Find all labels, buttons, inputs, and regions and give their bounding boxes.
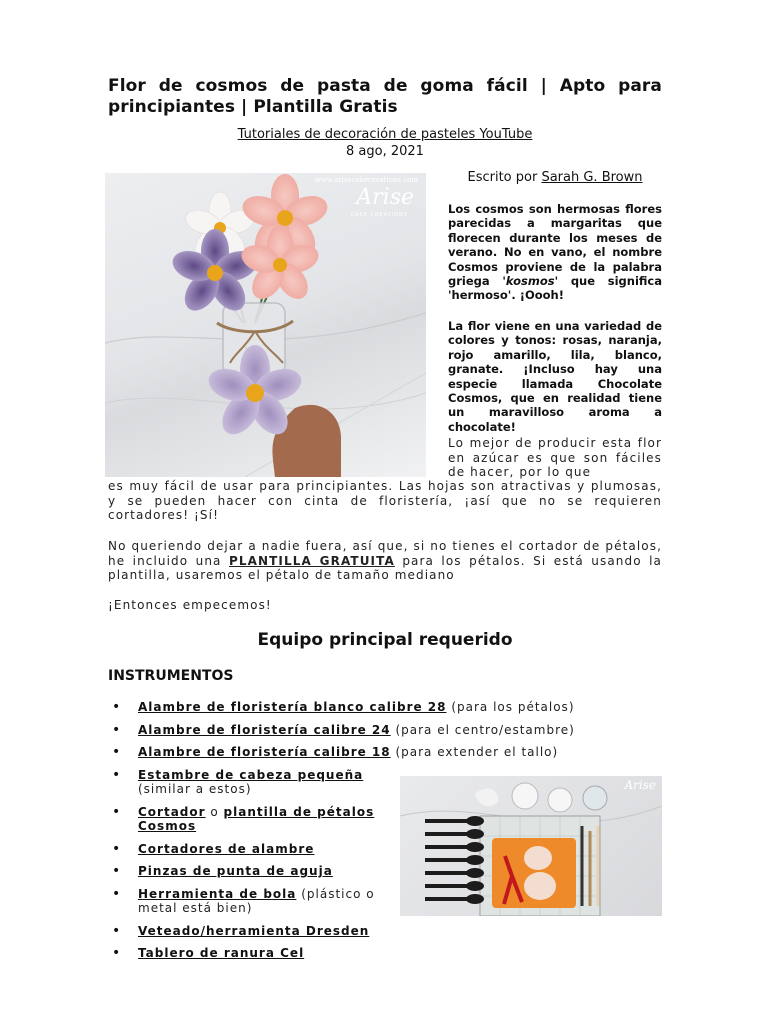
- instrument-link[interactable]: Pinzas de punta de aguja: [138, 864, 333, 878]
- list-item: [108, 924, 668, 939]
- intro-text-kosmos: 'kosmos': [502, 274, 559, 289]
- free-template-link[interactable]: PLANTILLA GRATUITA: [228, 553, 395, 568]
- instrument-link[interactable]: Tablero de ranura Cel: [138, 946, 305, 960]
- instrument-note: (similar a estos): [138, 782, 252, 796]
- template-paragraph: [108, 539, 662, 583]
- template-text-a: No queriendo dejar a nadie fuera, así que, si no tienes el cortador de pétalos, he incluido una: [108, 539, 662, 568]
- instrument-link[interactable]: Herramienta de bola: [138, 886, 297, 901]
- template-text-b: para los pétalos. Si está usando la plantilla, usaremos el pétalo de tamaño mediano: [108, 553, 662, 582]
- author-link[interactable]: Sarah G. Brown: [541, 170, 643, 185]
- byline: [448, 170, 662, 186]
- intro-paragraph: [448, 202, 662, 303]
- instrument-note: (para los pétalos): [446, 700, 575, 714]
- arise-logo: Arise: [356, 185, 414, 210]
- list-item: [108, 768, 378, 797]
- lets-start-text: ¡Entonces empecemos!: [108, 598, 272, 612]
- instrument-link[interactable]: Cortadores de alambre: [138, 841, 315, 856]
- list-item: [108, 700, 668, 715]
- image-watermark-url: www.arisecakecreations.com: [314, 176, 418, 184]
- arise-logo-sub: CAKE CREATIONS: [350, 212, 408, 218]
- list-item: [108, 946, 668, 961]
- beginner-paragraph-end: es muy fácil de usar para principiantes. Las hojas son atractivas y plumosas, y se pueden hacer con cinta de floristería, ¡así que no se requieren cortadores! ¡Sí!: [108, 479, 662, 522]
- instrument-note: (para el centro/estambre): [390, 722, 575, 737]
- template-petal-link[interactable]: plantilla de pétalos Cosmos: [138, 804, 375, 833]
- list-item: [108, 887, 378, 916]
- hero-image-cosmos-flowers: [105, 173, 426, 477]
- colors-paragraph: La flor viene en una variedad de colores y tonos: rosas, naranja, rojo amarillo, lila, blanco, granate. ¡Incluso hay una especie llamada Chocolate Cosmos, que en realidad tiene un maravilloso aroma a chocolate!: [448, 319, 662, 434]
- instrument-link[interactable]: Veteado/herramienta Dresden: [138, 923, 370, 938]
- instrument-link[interactable]: Alambre de floristería blanco calibre 28: [138, 700, 447, 714]
- tools-image: [400, 776, 662, 916]
- beginner-paragraph-start: Lo mejor de producir esta flor en azúcar es que son fáciles de hacer, por lo que: [448, 436, 662, 479]
- cutter-link[interactable]: Cortador: [138, 804, 206, 819]
- list-item: [108, 745, 668, 760]
- instruments-heading: INSTRUMENTOS: [108, 668, 234, 684]
- instrument-note: (plástico o metal está bien): [138, 886, 375, 915]
- instrument-link[interactable]: Alambre de floristería calibre 24: [138, 722, 391, 737]
- publish-date: 8 ago, 2021: [346, 144, 424, 159]
- intro-text-a: Los cosmos son hermosas flores parecidas a margaritas que florecen durante los meses de verano. No en vano, el nombre Cosmos proviene de la palabra griega: [448, 202, 662, 289]
- byline-prefix: Escrito por: [467, 170, 542, 185]
- section-heading: Equipo principal requerido: [257, 630, 513, 650]
- instrument-note: (para extender el tallo): [390, 745, 559, 759]
- intro-text-c: que significa 'hermoso'. ¡Oooh!: [448, 274, 662, 303]
- instrument-link[interactable]: Alambre de floristería calibre 18: [138, 745, 391, 759]
- instrument-or: o: [205, 804, 224, 819]
- page-title: Flor de cosmos de pasta de goma fácil | Apto para principiantes | Plantilla Gratis: [108, 76, 662, 117]
- arise-logo-small: Arise: [624, 778, 656, 792]
- list-item: [108, 805, 378, 834]
- instrument-link[interactable]: Estambre de cabeza pequeña: [138, 767, 364, 782]
- list-item: [108, 723, 668, 738]
- source-link[interactable]: Tutoriales de decoración de pasteles YouTube: [237, 127, 533, 142]
